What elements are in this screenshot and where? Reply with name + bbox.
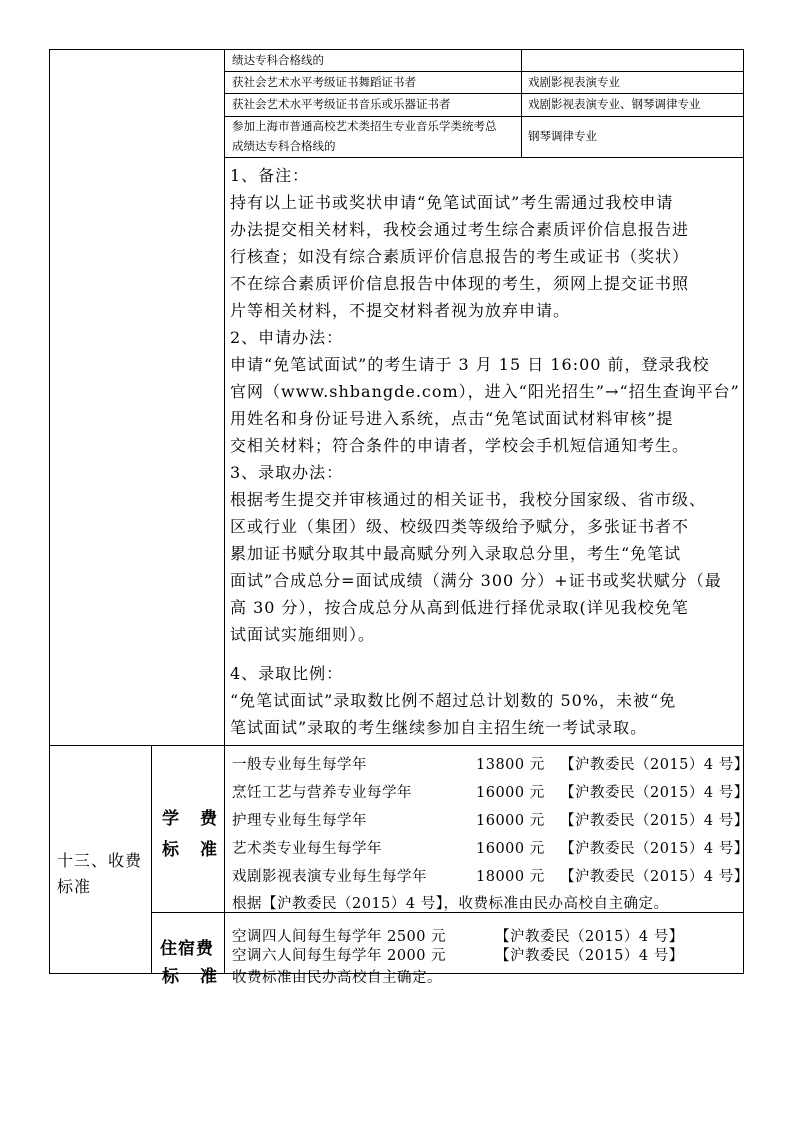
note-line: 官网（www.shbangde.com），进入“阳光招生”→“招生查询平台” (230, 382, 740, 401)
note-line: 办法提交相关材料，我校会通过考生综合素质评价信息报告进 (230, 220, 690, 239)
dorm-label: 住宿费 (160, 939, 214, 959)
cert-major: 钢琴调律专业 (528, 129, 597, 143)
cert-req: 绩达专科合格线的 (232, 53, 324, 67)
note-line: 笔试面试”录取的考生继续参加自主招生统一考试录取。 (230, 718, 648, 737)
tuition-amount: 16000 元 (476, 813, 545, 829)
tuition-label-char: 费 (200, 809, 217, 829)
dorm-item: 空调四人间每生每学年 2500 元 (232, 929, 447, 945)
tuition-amount: 18000 元 (476, 869, 545, 885)
note-line: 持有以上证书或奖状申请“免笔试面试”考生需通过我校申请 (230, 193, 674, 212)
tuition-doc: 【沪教委民（2015）4 号】 (560, 785, 749, 801)
tuition-doc: 【沪教委民（2015）4 号】 (560, 757, 749, 773)
note-line: 2、申请办法： (230, 328, 344, 347)
dorm-note: 收费标准由民办高校自主确定。 (232, 970, 442, 986)
cert-major: 戏剧影视表演专业、钢琴调律专业 (528, 97, 701, 111)
tuition-doc: 【沪教委民（2015）4 号】 (560, 841, 749, 857)
note-line: 交相关材料；符合条件的申请者，学校会手机短信通知考生。 (230, 436, 690, 455)
note-line: 行核查；如没有综合素质评价信息报告的考生或证书（奖状） (230, 247, 690, 266)
note-line: 高 30 分），按合成总分从高到低进行择优录取(详见我校免笔 (230, 598, 689, 617)
tuition-doc: 【沪教委民（2015）4 号】 (560, 813, 749, 829)
cert-req: 获社会艺术水平考级证书舞蹈证书者 (232, 75, 416, 89)
note-line: 区或行业（集团）级、校级四类等级给予赋分，多张证书者不 (230, 517, 690, 536)
note-line: 根据考生提交并审核通过的相关证书，我校分国家级、省市级、 (230, 490, 707, 509)
dorm-label-char: 标 (162, 967, 179, 987)
left-border (49, 49, 50, 973)
cert-table-divider (521, 49, 522, 157)
top-border (49, 49, 744, 50)
section-divider (49, 745, 744, 746)
cert-row-line (224, 157, 744, 158)
tuition-label-char: 标 (162, 840, 179, 860)
note-line: 不在综合素质评价信息报告中体现的考生，须网上提交证书照 (230, 274, 690, 293)
tuition-note: 根据【沪教委民（2015）4 号】，收费标准由民办高校自主确定。 (232, 896, 669, 912)
tuition-doc: 【沪教委民（2015）4 号】 (560, 869, 749, 885)
note-line: 面试”合成总分=面试成绩（满分 300 分）+证书或奖状赋分（最 (230, 571, 722, 590)
label-column-border (224, 49, 225, 973)
tuition-item: 艺术类专业每生每学年 (232, 841, 382, 857)
note-line: 试面试实施细则）。 (230, 625, 376, 644)
cert-row-line (224, 93, 744, 94)
tuition-label-char: 学 (162, 809, 179, 829)
note-line: 累加证书赋分取其中最高赋分列入录取总分里，考生“免笔试 (230, 544, 682, 563)
dorm-label-char: 准 (200, 967, 217, 987)
tuition-amount: 16000 元 (476, 841, 545, 857)
cert-row-line (224, 71, 744, 72)
dorm-doc: 【沪教委民（2015）4 号】 (495, 948, 684, 964)
tuition-amount: 16000 元 (476, 785, 545, 801)
cert-row-line (224, 116, 744, 117)
section-title: 标准 (57, 877, 92, 896)
note-line: 1、备注： (230, 166, 310, 185)
cert-req-line2: 成绩达专科合格线的 (232, 139, 336, 153)
note-line: 申请“免笔试面试”的考生请于 3 月 15 日 16:00 前，登录我校 (230, 355, 710, 374)
section-title: 十三、收费 (57, 851, 143, 870)
tuition-item: 一般专业每生每学年 (232, 757, 367, 773)
tuition-amount: 13800 元 (476, 757, 545, 773)
note-line: 片等相关材料，不提交材料者视为放弃申请。 (230, 301, 571, 320)
tuition-item: 护理专业每生每学年 (232, 813, 367, 829)
tuition-item: 烹饪工艺与营养专业每学年 (232, 785, 412, 801)
dorm-item: 空调六人间每生每学年 2000 元 (232, 948, 447, 964)
right-border (743, 49, 744, 973)
tuition-label-char: 准 (200, 840, 217, 860)
cert-req-line1: 参加上海市普通高校艺术类招生专业音乐学类统考总 (232, 119, 497, 133)
dorm-doc: 【沪教委民（2015）4 号】 (495, 929, 684, 945)
cert-req: 获社会艺术水平考级证书音乐或乐器证书者 (232, 97, 451, 111)
sublabel-column-border (151, 745, 152, 973)
cert-major: 戏剧影视表演专业 (528, 75, 620, 89)
note-line: “免笔试面试”录取数比例不超过总计划数的 50%，未被“免 (230, 691, 677, 710)
note-line: 4、录取比例： (230, 664, 344, 683)
note-line: 用姓名和身份证号进入系统，点击“免笔试面试材料审核”提 (230, 409, 674, 428)
tuition-item: 戏剧影视表演专业每生每学年 (232, 869, 427, 885)
note-line: 3、录取办法： (230, 463, 344, 482)
